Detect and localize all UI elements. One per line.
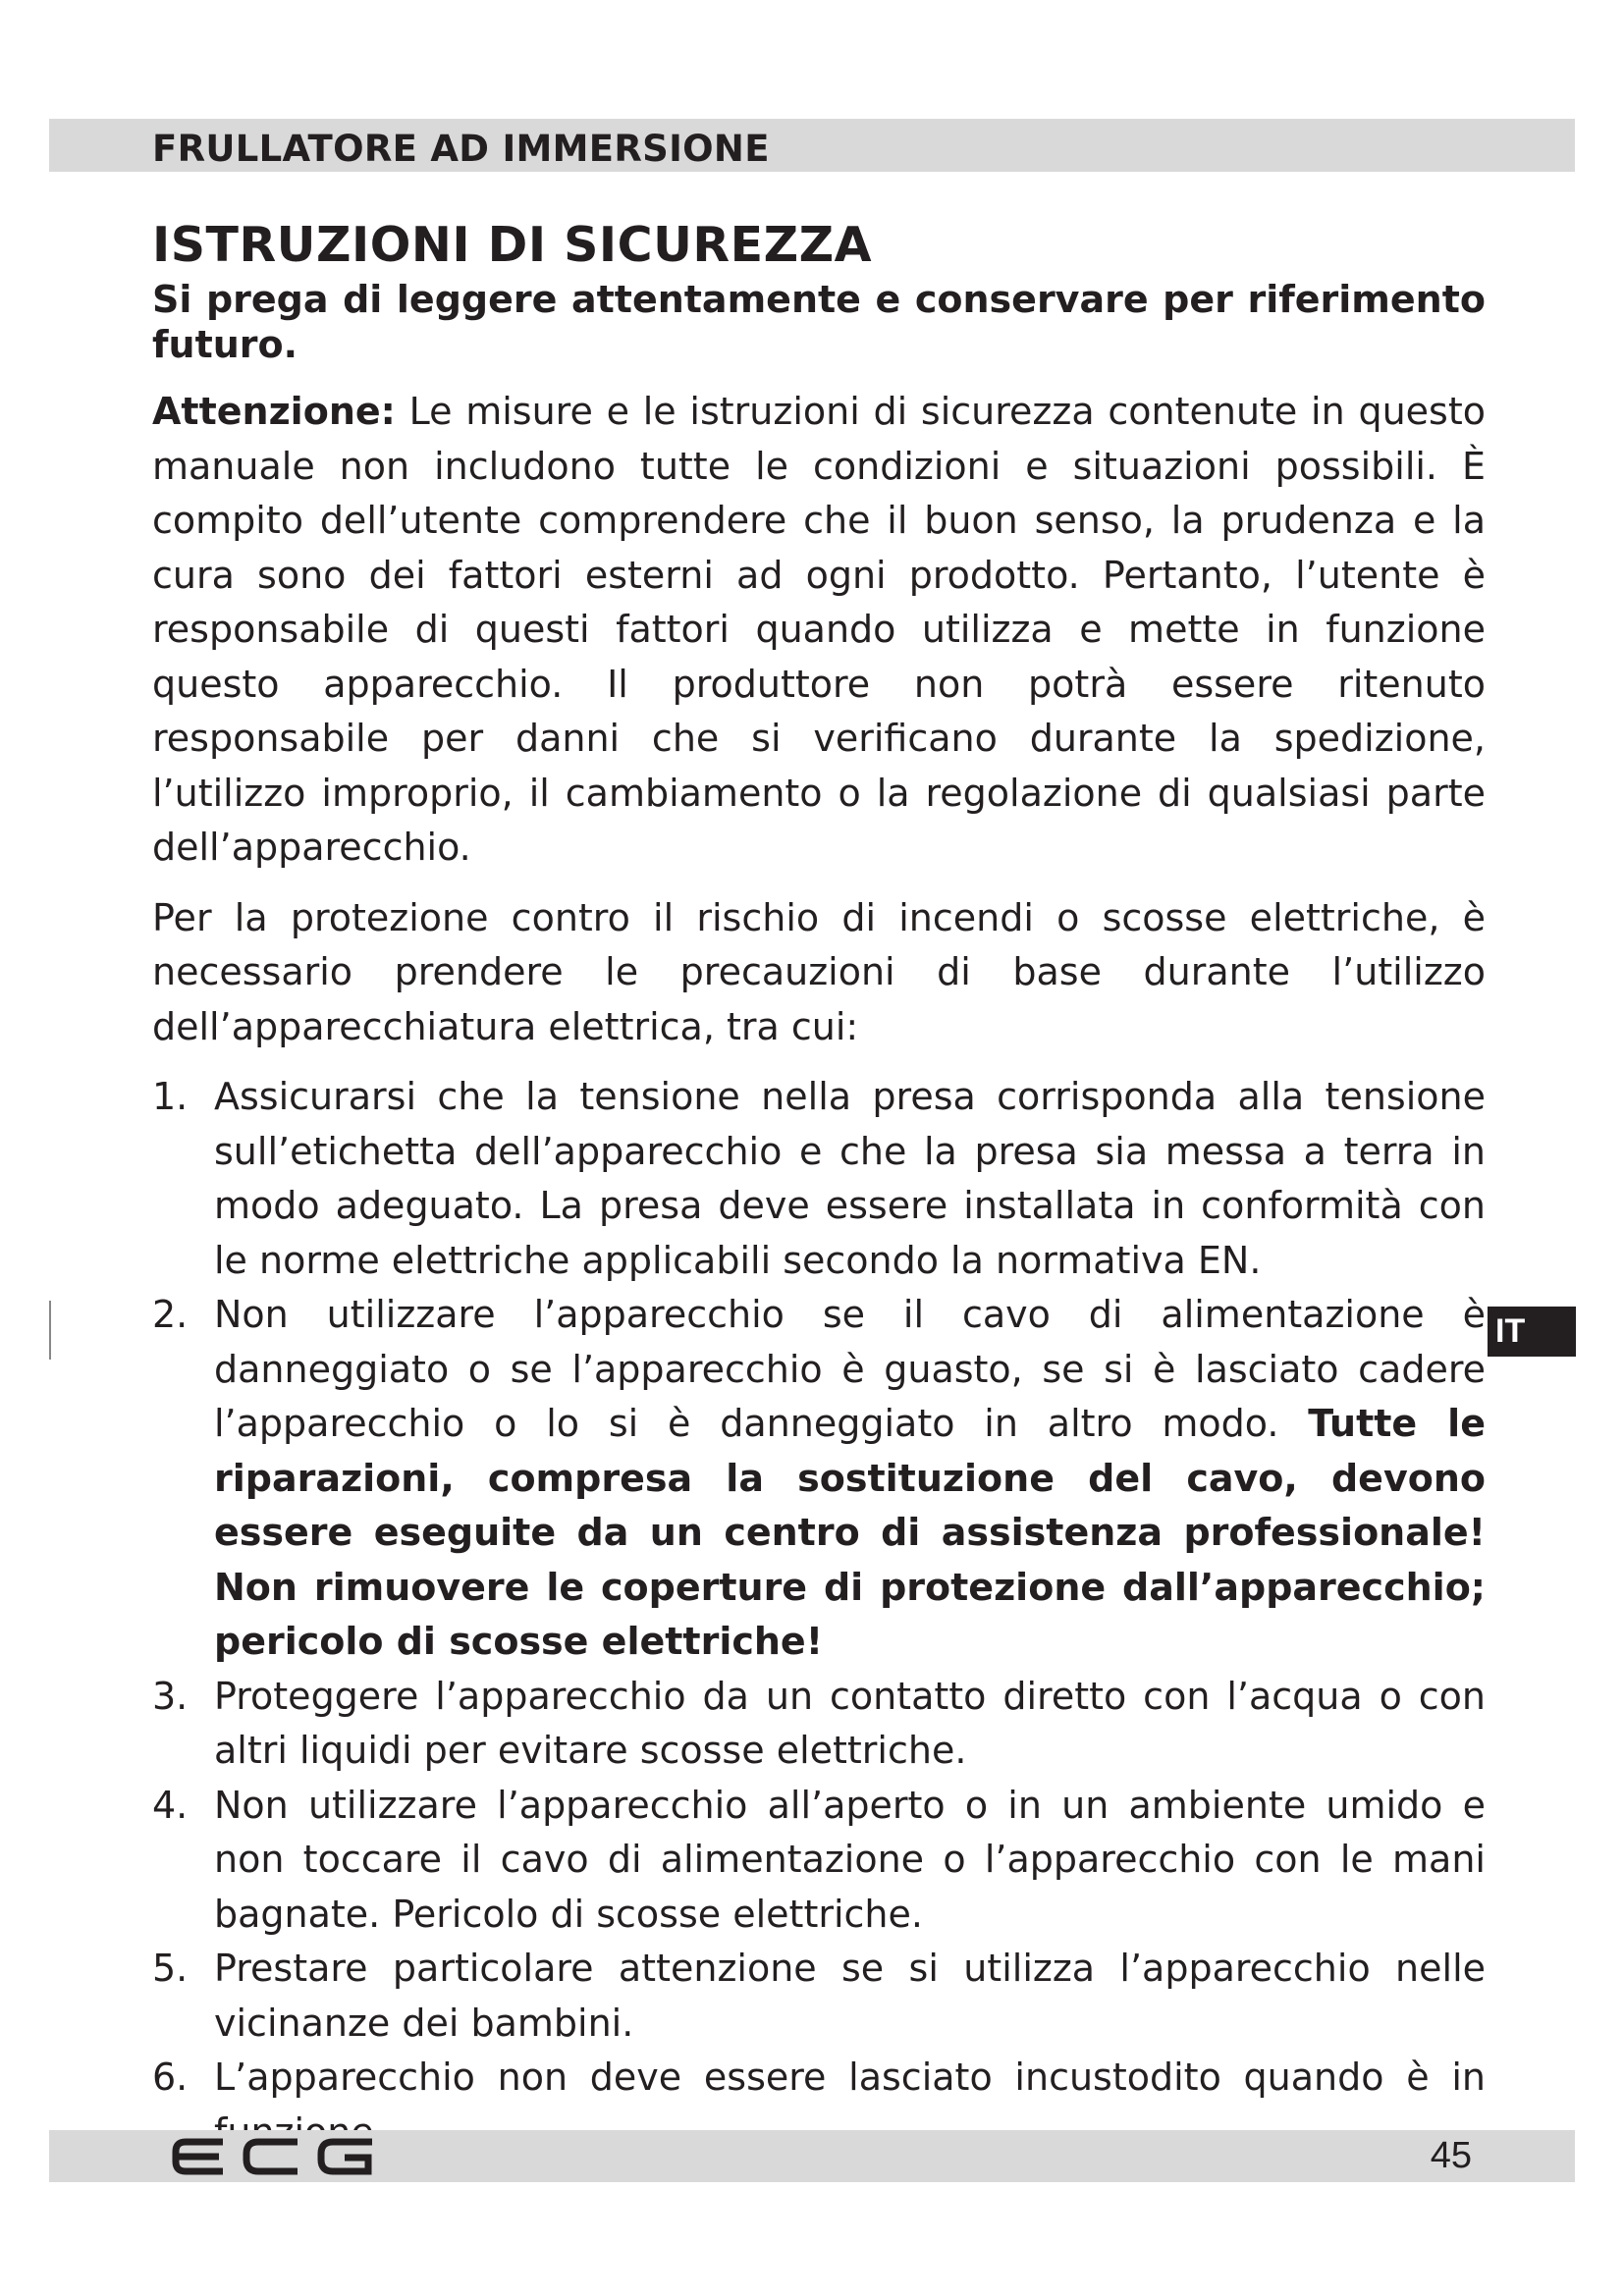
footer-bar <box>49 2130 1575 2182</box>
margin-rule <box>49 1301 51 1360</box>
list-item <box>152 1670 1486 1779</box>
item-text: Assicurarsi che la tensione nella presa corrisponda alla tensione sull’etichetta dell’apparecchio e che la presa sia messa a terra in modo adeguato. La presa deve essere installata in conformità con le norme elettriche applicabili secondo la normativa EN. <box>214 1075 1486 1282</box>
item-number: 1. <box>152 1075 189 1118</box>
warning-paragraph <box>152 385 1486 876</box>
section-subtitle: Si prega di leggere attentamente e conservare per riferimento futuro. <box>152 278 1486 366</box>
header-title: FRULLATORE AD IMMERSIONE <box>152 128 770 170</box>
item-text: Proteggere l’apparecchio da un contatto diretto con l’acqua o con altri liquidi per evitare scosse elettriche. <box>214 1674 1486 1772</box>
warning-label: Attenzione: <box>152 390 396 433</box>
intro-paragraph: Per la protezione contro il rischio di incendi o scosse elettriche, è necessario prendere le precauzioni di base durante l’utilizzo dell’apparecchiatura elettrica, tra cui: <box>152 895 1486 1048</box>
item-text: Non utilizzare l’apparecchio se il cavo di alimentazione è danneggiato o se l’apparecchio è guasto, se si è lasciato cadere l’apparecchio o lo si è danneggiato in altro modo. <box>214 1293 1486 1445</box>
item-number: 6. <box>152 2056 189 2099</box>
item-number: 2. <box>152 1293 189 1336</box>
item-number: 5. <box>152 1947 189 1990</box>
page-content <box>152 214 1486 2160</box>
item-text: Non utilizzare l’apparecchio all’aperto o in un ambiente umido e non toccare il cavo di alimentazione o l’apparecchio con le mani bagnate. Pericolo di scosse elettriche. <box>214 1783 1486 1936</box>
item-number: 4. <box>152 1783 189 1827</box>
item-text: L’apparecchio non deve essere lasciato incustodito quando è in <box>214 2056 1486 2099</box>
warning-text: Le misure e le istruzioni di sicurezza contenute in questo manuale non includono tutte le condizioni e situazioni possibili. È compito dell’utente comprendere che il buon senso, la prudenza e la cura sono dei fattori esterni ad ogni prodotto. Pertanto, l’utente è responsabile di questi fattori quando utilizza e mette in funzione questo apparecchio. Il produttore non potrà essere ritenuto responsabile per danni che si verificano durante la spedizione, l’utilizzo improprio, il cambiamento o la regolazione di qualsiasi parte dell’apparecchio. <box>152 390 1486 869</box>
list-item <box>152 1779 1486 1943</box>
header-bar <box>49 119 1575 172</box>
list-item <box>152 1942 1486 2051</box>
safety-rules-list <box>152 1070 1486 2160</box>
item-text: Prestare particolare attenzione se si utilizza l’apparecchio nelle vicinanze dei bambini. <box>214 1947 1486 2045</box>
ecg-logo <box>172 2138 378 2175</box>
section-title: ISTRUZIONI DI SICUREZZA <box>152 217 873 273</box>
list-item <box>152 1070 1486 1288</box>
language-tab: IT <box>1488 1307 1576 1357</box>
item-bold-warning: Tutte le riparazioni, compresa la sostituzione del cavo, devono essere eseguite da un centro di assistenza professionale! Non rimuovere le coperture di protezione dall’apparecchio; pericolo di scosse elettriche! <box>214 1402 1486 1663</box>
item-number: 3. <box>152 1674 189 1718</box>
page-number: 45 <box>1430 2135 1472 2176</box>
list-item <box>152 1288 1486 1670</box>
